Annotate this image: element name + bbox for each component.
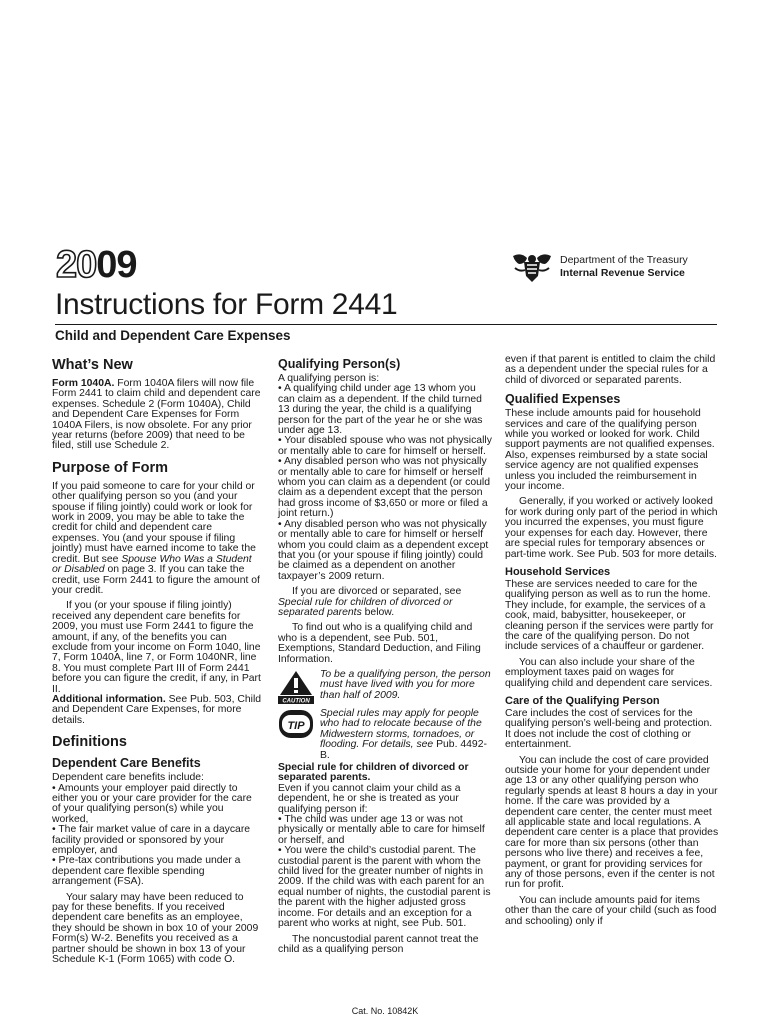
tip-label: TIP	[287, 719, 305, 732]
care-of-qualifying-person-heading: Care of the Qualifying Person	[505, 694, 660, 707]
whats-new-lead: Form 1040A.	[52, 378, 115, 389]
caution-icon	[278, 670, 314, 704]
list-item: • A qualifying child under age 13 whom you can claim as a dependent. If the child turned 13 during the year, the child is a qualifying person for the part of the year he or she was under age 13.	[278, 383, 483, 437]
definitions-heading: Definitions	[52, 734, 127, 751]
whats-new-text: Form 1040A filers will now file Form 2441 to claim child and dependent care expenses. Schedule 2 (Form 1040A), Child and Dependent Care Expenses for Form 1040A Filers, is now obsolete. For any prior year returns (before 2009) that need to be filed, still use Schedule 2.	[52, 378, 261, 452]
list-item: • Any disabled person who was not physically or mentally able to care for himself or herself whom you can claim as a dependent (or could claim as a dependent except that the person had gross income of $3,650 or more or filed a joint return.)	[278, 456, 490, 520]
divorced-text-a: If you are divorced or separated, see	[292, 586, 462, 598]
agency-irs: Internal Revenue Service	[560, 267, 685, 279]
divorced-paragraph	[278, 587, 492, 618]
catalog-number: Cat. No. 10842K	[351, 1006, 419, 1016]
salary-paragraph: Your salary may have been reduced to pay for these benefits. If you received dependent care benefits as an employee, they should be shown in box 10 of your 2009 Form(s) W-2. Benefits you received as a partner should be shown in box 13 of your Schedule K-1 (Form 1065) with code O.	[52, 891, 259, 966]
tip-text	[320, 708, 487, 761]
year-solid-digits: 09	[96, 244, 137, 286]
tip-icon	[278, 709, 314, 739]
list-item: • Your disabled spouse who was not physically or mentally able to care for himself or herself.	[278, 435, 492, 457]
household-services-paragraph-1: These are services needed to care for the qualifying person as well as to run the home. They include, for example, the services of a cook, maid, babysitter, housekeeper, or cleaning person if the services were partly for the care of the qualifying person. Do not include services of a chauffeur or gardener.	[505, 578, 714, 653]
find-out-paragraph: To find out who is a qualifying child and who is a dependent, see Pub. 501, Exemptions, Standard Deduction, and Filing Information.	[278, 622, 481, 665]
care-paragraph-3: You can include amounts paid for items other than the care of your child (such as food and schooling) only if	[505, 894, 717, 927]
special-rule-reference: Special rule for children of divorced or separated parents	[278, 596, 453, 618]
caution-text: To be a qualifying person, the person must have lived with you for more than half of 2009.	[320, 668, 491, 701]
divorced-text-b: below.	[361, 606, 395, 618]
continued-paragraph: even if that parent is entitled to claim the child as a dependent under the special rules for a child of divorced or separated parents.	[505, 354, 716, 386]
dcb-intro: Dependent care benefits include:	[52, 772, 204, 784]
list-item: • The child was under age 13 or was not physically or mentally able to care for himself or herself, and	[278, 814, 485, 846]
pub-4492b-reference: Pub. 4492-B.	[320, 739, 487, 761]
purpose-text-b: on page 3. If you can take the credit, use Form 2441 to figure the amount of your credit.	[52, 564, 260, 596]
column-right	[505, 355, 719, 927]
qp-intro: A qualifying person is:	[278, 373, 380, 384]
household-services-paragraph-2: You can also include your share of the employment taxes paid on wages for qualifying child and dependent care services.	[505, 656, 713, 689]
qualified-expenses-heading: Qualified Expenses	[505, 392, 621, 407]
caution-callout	[278, 670, 492, 704]
document-subtitle: Child and Dependent Care Expenses	[55, 328, 291, 343]
care-paragraph-2: You can include the cost of care provided outside your home for your dependent under age 13 or any other qualifying person who regularly spends at least 8 hours a day in your home. If the care was provided by a dependent care center, the center must meet all applicable state and local regulations. A dependent care center is a place that provides care for more than six persons (other than persons who live there) and receives a fee, payment, or grant for providing services for any of those persons, even if the center is not run for profit.	[505, 754, 719, 891]
special-rule-text: Even if you cannot claim your child as a dependent, he or she is treated as your qualifying person if:	[278, 782, 461, 815]
agency-department: Department of the Treasury	[560, 254, 688, 266]
list-item: • Pre-tax contributions you made under a dependent care flexible spending arrangement (FSA).	[52, 855, 241, 888]
agency-name	[560, 254, 688, 280]
additional-info-paragraph	[52, 695, 262, 726]
tip-text-a: Special rules may apply for people who had to relocate because of the Midwestern storms, tornadoes, or flooding. For details, see	[320, 707, 482, 751]
purpose-paragraph-1	[52, 482, 262, 596]
column-left	[52, 355, 262, 966]
additional-info-text: See Pub. 503, Child and Dependent Care Expenses, for more details.	[52, 693, 262, 726]
list-item: • You were the child’s custodial parent. The custodial parent is the parent with whom the child lived for the greater number of nights in 2009. If the child was with each parent for an equal number of nights, the custodial parent is the parent with the higher adjusted gross income. For details and an exception for a parent who works at night, see Pub. 501.	[278, 845, 491, 930]
purpose-text-a: If you paid someone to care for your child or other qualifying person so you (and your spouse if filing jointly) could work or look for work in 2009, you may be able to take the credit for child and dependent care expenses. You (and your spouse if filing jointly) must have earned income to take the credit. But see	[52, 480, 256, 565]
document-title: Instructions for Form 2441	[55, 288, 398, 321]
whats-new-heading: What’s New	[52, 357, 133, 373]
list-item: • Amounts your employer paid directly to either you or your care provider for the care of your qualifying person(s) while you worked,	[52, 782, 252, 825]
household-services-heading: Household Services	[505, 565, 611, 578]
tip-callout	[278, 709, 492, 761]
list-item: • The fair market value of care in a daycare facility provided or sponsored by your employer, and	[52, 824, 251, 857]
additional-info-lead: Additional information.	[52, 693, 166, 705]
purpose-heading: Purpose of Form	[52, 459, 169, 476]
form-year	[56, 246, 137, 284]
special-rule-heading: Special rule for children of divorced or separated parents.	[278, 762, 469, 784]
caution-label: CAUTION	[282, 698, 310, 704]
purpose-paragraph-2: If you (or your spouse if filing jointly) received any dependent care benefits for 2009, you must use Form 2441 to figure the amount, if any, of the benefits you can exclude from your income on Form 1040, line 7, Form 1040A, line 7, or Form 1040NR, line 8. You must complete Part III of Form 2441 before you can figure the credit, if any, in Part II.	[52, 600, 261, 695]
irs-eagle-logo-icon	[511, 250, 553, 284]
qualified-expenses-paragraph-2: Generally, if you worked or actively looked for work during only part of the period in which you incurred the expenses, you must figure your expenses for each day. However, there are special rules for temporary absences or part-time work. See Pub. 503 for more details.	[505, 496, 718, 560]
dependent-care-benefits-heading: Dependent Care Benefits	[52, 756, 201, 771]
qualifying-persons-heading: Qualifying Person(s)	[278, 357, 401, 371]
title-divider	[55, 324, 717, 325]
year-outline-digits: 20	[56, 244, 97, 286]
spouse-student-reference: Spouse Who Was a Student or Disabled	[52, 553, 252, 576]
care-paragraph-1: Care includes the cost of services for the qualifying person’s well-being and protection. It does not include the cost of clothing or entertainment.	[505, 707, 713, 751]
qualified-expenses-paragraph-1: These include amounts paid for household services and care of the qualifying person while you worked or looked for work. Child support payments are not qualified expenses. Also, expenses reimbursed by a state social service agency are not qualified expenses unless you included the reimbursement in your income.	[505, 408, 715, 493]
list-item: • Any disabled person who was not physically or mentally able to care for himself or herself whom you could claim as a dependent except that you (or your spouse if filing jointly) could be claimed as a dependent on another taxpayer’s 2009 return.	[278, 518, 489, 582]
noncustodial-paragraph: The noncustodial parent cannot treat the child as a qualifying person	[278, 933, 479, 955]
column-middle	[278, 355, 492, 955]
whats-new-paragraph	[52, 379, 262, 452]
